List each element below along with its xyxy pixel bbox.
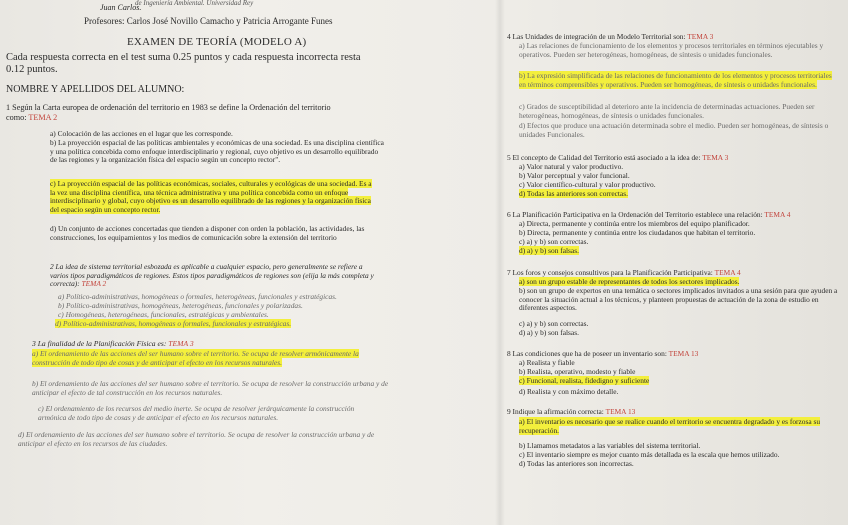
question-5 xyxy=(507,154,728,162)
right-column xyxy=(505,0,848,525)
q1-option-d[interactable]: d) Un conjunto de acciones concertadas que tienden a disponer con orden la población, las actividades, las construcciones, los equipamientos y los medios de comunicación sobre la extensión del territorio xyxy=(50,224,365,242)
question-6-text: 6 La Planificación Participativa en la Ordenación del Territorio establece una relación: xyxy=(507,210,763,219)
question-1-topic: TEMA 2 xyxy=(28,112,58,122)
q2-option-c[interactable]: c) Homogéneas, heterogéneas, funcionales, estratégicas y ambientales. xyxy=(58,310,269,319)
question-4-text: 4 Las Unidades de integración de un Modelo Territorial son: xyxy=(507,32,686,41)
q2-option-d[interactable] xyxy=(55,320,291,328)
q5-option-a[interactable]: a) Valor natural y valor productivo. xyxy=(519,162,624,171)
question-1-text: 1 Según la Carta europea de ordenación del territorio en 1983 se define la Ordenación del territorio como: xyxy=(6,103,331,122)
question-1 xyxy=(6,103,336,123)
exam-title: EXAMEN DE TEORÍA (MODELO A) xyxy=(127,36,307,48)
q2-option-a[interactable]: a) Político-administrativas, homogéneas o formales, heterogéneas, funcionales y estratégicas. xyxy=(58,292,337,301)
question-8-text: 8 Las condiciones que ha de poseer un inventario son: xyxy=(507,349,667,358)
q6-option-b[interactable]: b) Directa, permanente y continúa entre los ciudadanos que habitan el territorio. xyxy=(519,228,756,237)
q9-option-b[interactable]: b) Llamamos metadatos a las variables del sistema territorial. xyxy=(519,441,701,450)
scoring-rule: Cada respuesta correcta en el test suma 0.25 puntos y cada respuesta incorrecta resta 0.12 puntos. xyxy=(6,52,361,76)
q5-option-d[interactable] xyxy=(519,190,628,198)
q7-option-a[interactable] xyxy=(519,278,739,286)
q9-option-d[interactable]: d) Todas las anteriores son incorrectas. xyxy=(519,459,634,468)
q1-option-b[interactable]: b) La proyección espacial de las políticas ambientales y económicas de una sociedad. Es una disciplina científica y una política concebida como enfoque interdisciplinario y regional, cuyo objetivo es un desarrollo equilibrado de las regiones y la organización física del espacio según un concepto rector". xyxy=(50,138,384,165)
q8-option-c[interactable] xyxy=(519,377,649,385)
q2-option-b[interactable]: b) Político-administrativas, homogéneas, heterogéneas, funcionales y polarizadas. xyxy=(58,301,303,310)
question-3 xyxy=(32,340,194,348)
question-8 xyxy=(507,350,698,358)
question-6-topic: TEMA 4 xyxy=(764,210,791,219)
q7-option-d[interactable]: d) a) y b) son falsas. xyxy=(519,328,579,337)
q6-option-d-text: d) a) y b) son falsas. xyxy=(519,246,579,255)
header-name-line: Juan Carlos. xyxy=(100,3,142,12)
student-name-label: NOMBRE Y APELLIDOS DEL ALUMNO: xyxy=(6,84,185,95)
question-8-topic: TEMA 13 xyxy=(668,349,699,358)
q7-option-a-text: a) son un grupo estable de representantes de todos los sectores implicados. xyxy=(519,277,740,286)
q3-option-a[interactable] xyxy=(32,350,392,367)
q5-option-c[interactable]: c) Valor científico-cultural y valor productivo. xyxy=(519,180,656,189)
question-5-text: 5 El concepto de Calidad del Territorio está asociado a la idea de: xyxy=(507,153,701,162)
q7-option-b[interactable]: b) son un grupo de expertos en una temática o sectores implicados invitados a una sesión para que ayuden a conocer la situación actual a los técnicos, y planteen propuestas de actuación de la zona de estudio en diferentes aspectos. xyxy=(519,286,838,313)
q3-option-c[interactable]: c) El ordenamiento de los recursos del medio inerte. Se ocupa de resolver jerárquicamente la construcción armónica de todo tipo de cosas y de anticipar el efecto en los recursos naturales. xyxy=(38,404,355,422)
q5-option-d-text: d) Todas las anteriores son correctas. xyxy=(519,189,628,198)
q4-option-d[interactable]: d) Efectos que produce una actuación determinada sobre el medio. Pueden ser homogéneas, de síntesis o unidades Funcionales. xyxy=(519,121,829,139)
question-3-text: 3 La finalidad de la Planificación Física es: xyxy=(32,339,167,348)
q3-option-b[interactable]: b) El ordenamiento de las acciones del ser humano sobre el territorio. Se ocupa de resolver la construcción urbana y de anticipar el efecto de tal construcción en los recursos naturales. xyxy=(32,379,389,397)
question-3-topic: TEMA 3 xyxy=(168,339,194,348)
question-6 xyxy=(507,211,790,219)
q3-option-a-text: a) El ordenamiento de las acciones del ser humano sobre el territorio. Se ocupa de resolver armónicamente la construcción de todo tipo de cosas y de anticipar el efecto en los recursos naturales. xyxy=(32,349,359,367)
q6-option-d[interactable] xyxy=(519,247,579,255)
q4-option-b[interactable] xyxy=(519,72,839,89)
page-fold xyxy=(495,0,505,525)
header-top-line: de Ingeniería Ambiental. Universidad Rey xyxy=(135,0,254,7)
q7-option-c[interactable]: c) a) y b) son correctas. xyxy=(519,319,589,328)
q4-option-a[interactable]: a) Las relaciones de funcionamiento de los elementos y procesos territoriales en términos ejecutables y operativos. Pueden ser heterogéneas, homogéneas, de síntesis o unidades funcionales. xyxy=(519,41,824,59)
question-7-topic: TEMA 4 xyxy=(714,268,741,277)
q4-option-b-text: b) La expresión simplificada de las relaciones de funcionamiento de los elementos y procesos territoriales en términos comprensibles y operativos. Pueden ser homogéneas, de síntesis o unidades funcionales. xyxy=(519,71,832,89)
question-2 xyxy=(50,263,380,289)
question-4 xyxy=(507,33,713,41)
q8-option-b[interactable]: b) Realista, operativo, modesto y fiable xyxy=(519,367,636,376)
q6-option-c[interactable]: c) a) y b) son correctas. xyxy=(519,237,589,246)
question-9-text: 9 Indique la afirmación correcta: xyxy=(507,407,604,416)
q2-option-d-text: d) Político-administrativas, homogéneas o formales, funcionales y estratégicas. xyxy=(55,319,292,328)
q1-option-c[interactable] xyxy=(50,180,372,214)
question-2-text: 2 La idea de sistema territorial esbozada es aplicable a cualquier espacio, pero generalmente se refiere a varios tipos paradigmáticos de regiones. Estos tipos paradigmáticos de regiones son (elija la más completa y correcta): xyxy=(50,262,374,289)
q8-option-a[interactable]: a) Realista y fiable xyxy=(519,358,575,367)
q9-option-c[interactable]: c) El inventario siempre es mejor cuanto más detallada es la escala que hemos utilizado. xyxy=(519,450,780,459)
question-2-topic: TEMA 2 xyxy=(81,279,107,289)
q9-option-a[interactable] xyxy=(519,418,841,435)
question-7 xyxy=(507,269,741,277)
question-9-topic: TEMA 13 xyxy=(605,407,636,416)
q3-option-d[interactable]: d) El ordenamiento de las acciones del ser humano sobre el territorio. Se ocupa de resolver la construcción urbana y de anticipar el efecto en los recursos de las ciudades. xyxy=(18,430,375,448)
q5-option-b[interactable]: b) Valor perceptual y valor funcional. xyxy=(519,171,630,180)
q8-option-c-text: c) Funcional, realista, fidedigno y suficiente xyxy=(519,376,650,385)
q4-option-c[interactable]: c) Grados de susceptibilidad al deterioro ante la incidencia de determinadas actuaciones. Pueden ser heterogéneas, homogéneas, de síntesis o unidades funcionales. xyxy=(519,102,815,120)
professors: Profesores: Carlos José Novillo Camacho y Patricia Arrogante Funes xyxy=(84,16,333,26)
question-7-text: 7 Los foros y consejos consultivos para la Planificación Participativa: xyxy=(507,268,713,277)
question-9 xyxy=(507,408,635,416)
question-5-topic: TEMA 3 xyxy=(702,153,729,162)
q6-option-a[interactable]: a) Directa, permanente y continúa entre los miembros del equipo planificador. xyxy=(519,219,750,228)
q1-option-c-text: c) La proyección espacial de las políticas económicas, sociales, culturales y ecológicas de una sociedad. Es a la vez una disciplina científica, una técnica administrativa y una política concebida como un enfoque interdisciplinario y global, cuyo objetivo es un desarrollo equilibrado de las regiones y la organización física del espacio según un concepto rector. xyxy=(50,179,372,214)
q1-option-a[interactable]: a) Colocación de las acciones en el lugar que les corresponde. xyxy=(50,129,233,138)
q9-option-a-text: a) El inventario es necesario que se realice cuando el territorio se encuentra degradado y es forzosa su recuperación. xyxy=(519,417,821,435)
q8-option-d[interactable]: d) Realista y con máximo detalle. xyxy=(519,387,619,396)
question-4-topic: TEMA 3 xyxy=(687,32,714,41)
